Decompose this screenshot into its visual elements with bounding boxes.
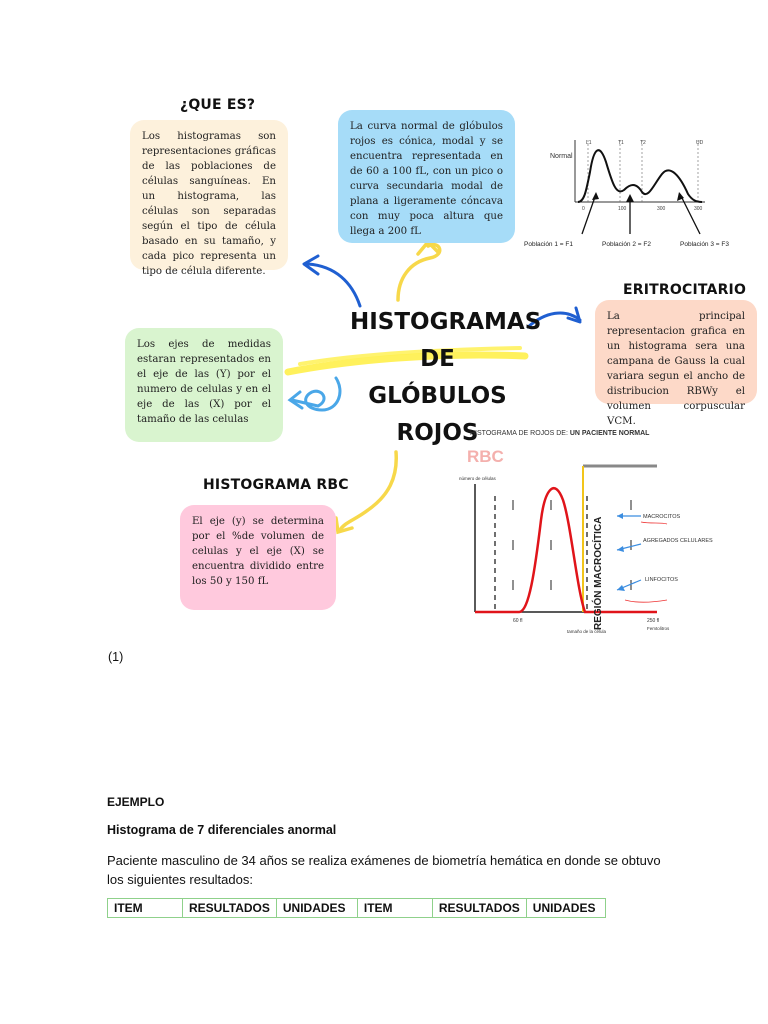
example-heading: EJEMPLO <box>107 795 165 809</box>
rbc-x-axis-right: Femtolitros <box>647 626 670 631</box>
que-es-text: Los histogramas son representaciones gráficas de las poblaciones de células sanguíneas. En un histograma, las células son separadas según el tipo de célula basado en su tamaño, y cada pico representa un tipo de célula diferente. <box>142 131 276 277</box>
eritrocitario-heading: ERITROCITARIO <box>623 282 747 298</box>
normal-histogram-chart <box>520 132 752 256</box>
tick-top-1: T1 <box>618 140 624 146</box>
eritrocitario-card <box>595 300 757 427</box>
curva-normal-text: La curva normal de glóbulos rojos es cónica, modal y se encuentra representada en de 60 a 100 fL, con un pico o curva secundaria modal de plana a ligeramente cóncava con muy poca altura que llega a 200 fL <box>350 121 503 237</box>
arrow-to-que-es <box>308 264 360 306</box>
rbc-label-macrocitos: MACROCITOS <box>643 514 681 520</box>
rbc-y-axis: número de células <box>459 476 496 481</box>
rbc-x-tick-60: 60 fl <box>513 618 523 624</box>
rbc-title-emph: UN PACIENTE NORMAL <box>569 430 650 437</box>
population-2: Población 2 = F2 <box>602 241 651 248</box>
population-3: Población 3 = F3 <box>680 241 729 248</box>
normal-y-label: Normal <box>550 153 573 160</box>
center-title-line-3: ROJOS <box>396 420 479 446</box>
ejes-text: Los ejes de medidas estaran representados en el eje de las (Y) por el numero de celulas y en el eje de las (X) por el tamaño de las celulas <box>137 339 271 425</box>
ejes-card <box>125 328 283 442</box>
tick-top-3: UD <box>696 140 704 146</box>
eritrocitario-text: La principal representacion grafica en un histograma sera una campana de Gauss la cual variara segun el ancho de distribucion RBWy el volumen corpuscular VCM. <box>607 311 745 427</box>
histograma-rbc-text: El eje (y) se determina por el %de volumen de celulas y el eje (X) se encuentra dividido entre los 50 y 150 fL <box>192 516 324 587</box>
center-title-line-1: HISTOGRAMAS <box>350 309 542 335</box>
que-es-heading: ¿QUE ES? <box>180 97 256 113</box>
reference-note: (1) <box>108 650 124 664</box>
rbc-badge: RBC <box>467 447 504 466</box>
rbc-label-agregados: AGREGADOS CELULARES <box>643 538 713 544</box>
tick-bottom-3: 300 <box>694 206 703 212</box>
rbc-x-tick-250: 250 fl <box>647 618 660 624</box>
tick-bottom-1: 100 <box>618 206 627 212</box>
tick-bottom-2: 300 <box>657 206 666 212</box>
tick-top-0: L1 <box>586 140 592 146</box>
curva-normal-card <box>338 110 515 243</box>
que-es-card <box>130 120 288 277</box>
rbc-x-axis: tamaño de la célula <box>567 629 607 634</box>
table-header-unidades-2: UNIDADES <box>526 899 605 918</box>
population-1: Población 1 = F1 <box>524 241 573 248</box>
table-header-row <box>108 899 606 918</box>
rbc-chart-title <box>470 430 649 437</box>
example-subheading: Histograma de 7 diferenciales anormal <box>107 823 337 837</box>
rbc-title-prefix: HISTOGRAMA DE ROJOS DE: <box>470 430 568 437</box>
table-header-resultados-2: RESULTADOS <box>432 899 526 918</box>
table-header-item: ITEM <box>108 899 183 918</box>
example-paragraph: Paciente masculino de 34 años se realiza exámenes de biometría hemática en donde se obtuvo los siguientes resultados: <box>107 853 661 887</box>
tick-top-2: T2 <box>640 140 646 146</box>
rbc-label-linfocitos: LINFOCITOS <box>645 577 678 583</box>
histograma-rbc-heading: HISTOGRAMA RBC <box>203 477 349 493</box>
rbc-red-curve <box>475 488 657 612</box>
rbc-histogram-chart <box>455 440 713 650</box>
table-header-unidades: UNIDADES <box>276 899 357 918</box>
results-table <box>107 898 606 918</box>
table-header-item-2: ITEM <box>357 899 432 918</box>
tick-bottom-0: 0 <box>582 206 585 212</box>
rbc-region-label: REGIÓN MACROCÍTICA <box>593 516 604 630</box>
center-title-line-2: DE GLÓBULOS <box>368 346 507 409</box>
histograma-rbc-card <box>180 505 336 610</box>
table-header-resultados: RESULTADOS <box>183 899 277 918</box>
